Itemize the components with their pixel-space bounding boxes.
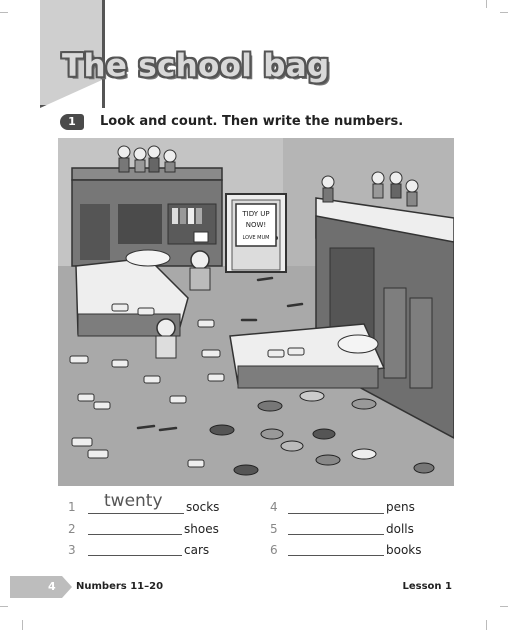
exercise-number-badge: 1 <box>60 114 84 130</box>
answer-word: shoes <box>184 522 219 536</box>
sign-text-1: TIDY UP <box>242 210 270 218</box>
crop-mark <box>500 606 508 607</box>
answer-number: 5 <box>270 522 278 536</box>
answer-number: 6 <box>270 543 278 557</box>
child-sitting <box>190 251 210 290</box>
answer-line[interactable] <box>288 534 384 535</box>
answer-line[interactable] <box>88 513 184 514</box>
lesson-label: Lesson 1 <box>402 581 452 592</box>
crop-mark <box>22 620 23 630</box>
answer-line[interactable] <box>88 534 182 535</box>
page-number: 4 <box>48 580 56 593</box>
answer-line[interactable] <box>288 513 384 514</box>
bedroom-illustration <box>58 138 454 486</box>
answer-number: 2 <box>68 522 76 536</box>
crop-mark <box>486 0 487 8</box>
answer-word: pens <box>386 500 415 514</box>
child-standing <box>156 319 176 358</box>
answer-line[interactable] <box>88 555 182 556</box>
unit-title: Numbers 11–20 <box>76 581 164 592</box>
sign-text-2: NOW! <box>245 221 267 229</box>
handwritten-answer: twenty <box>104 491 163 511</box>
answer-number: 3 <box>68 543 76 557</box>
crop-mark <box>500 12 508 13</box>
answer-line[interactable] <box>288 555 384 556</box>
answer-word: cars <box>184 543 210 557</box>
tidy-up-sign <box>236 204 276 246</box>
sign-text-3: LOVE MUM <box>242 235 270 241</box>
answer-word: dolls <box>386 522 414 536</box>
answer-number: 1 <box>68 500 76 514</box>
crop-mark <box>486 620 487 630</box>
page-title: The school bag <box>62 48 330 84</box>
answer-word: books <box>386 543 422 557</box>
crop-mark <box>0 606 8 607</box>
answer-word: socks <box>186 500 220 514</box>
crop-mark <box>0 12 8 13</box>
answer-number: 4 <box>270 500 278 514</box>
exercise-instruction: Look and count. Then write the numbers. <box>100 114 404 129</box>
header-tab-fold <box>40 80 102 108</box>
footer-page-arrow <box>62 576 72 598</box>
